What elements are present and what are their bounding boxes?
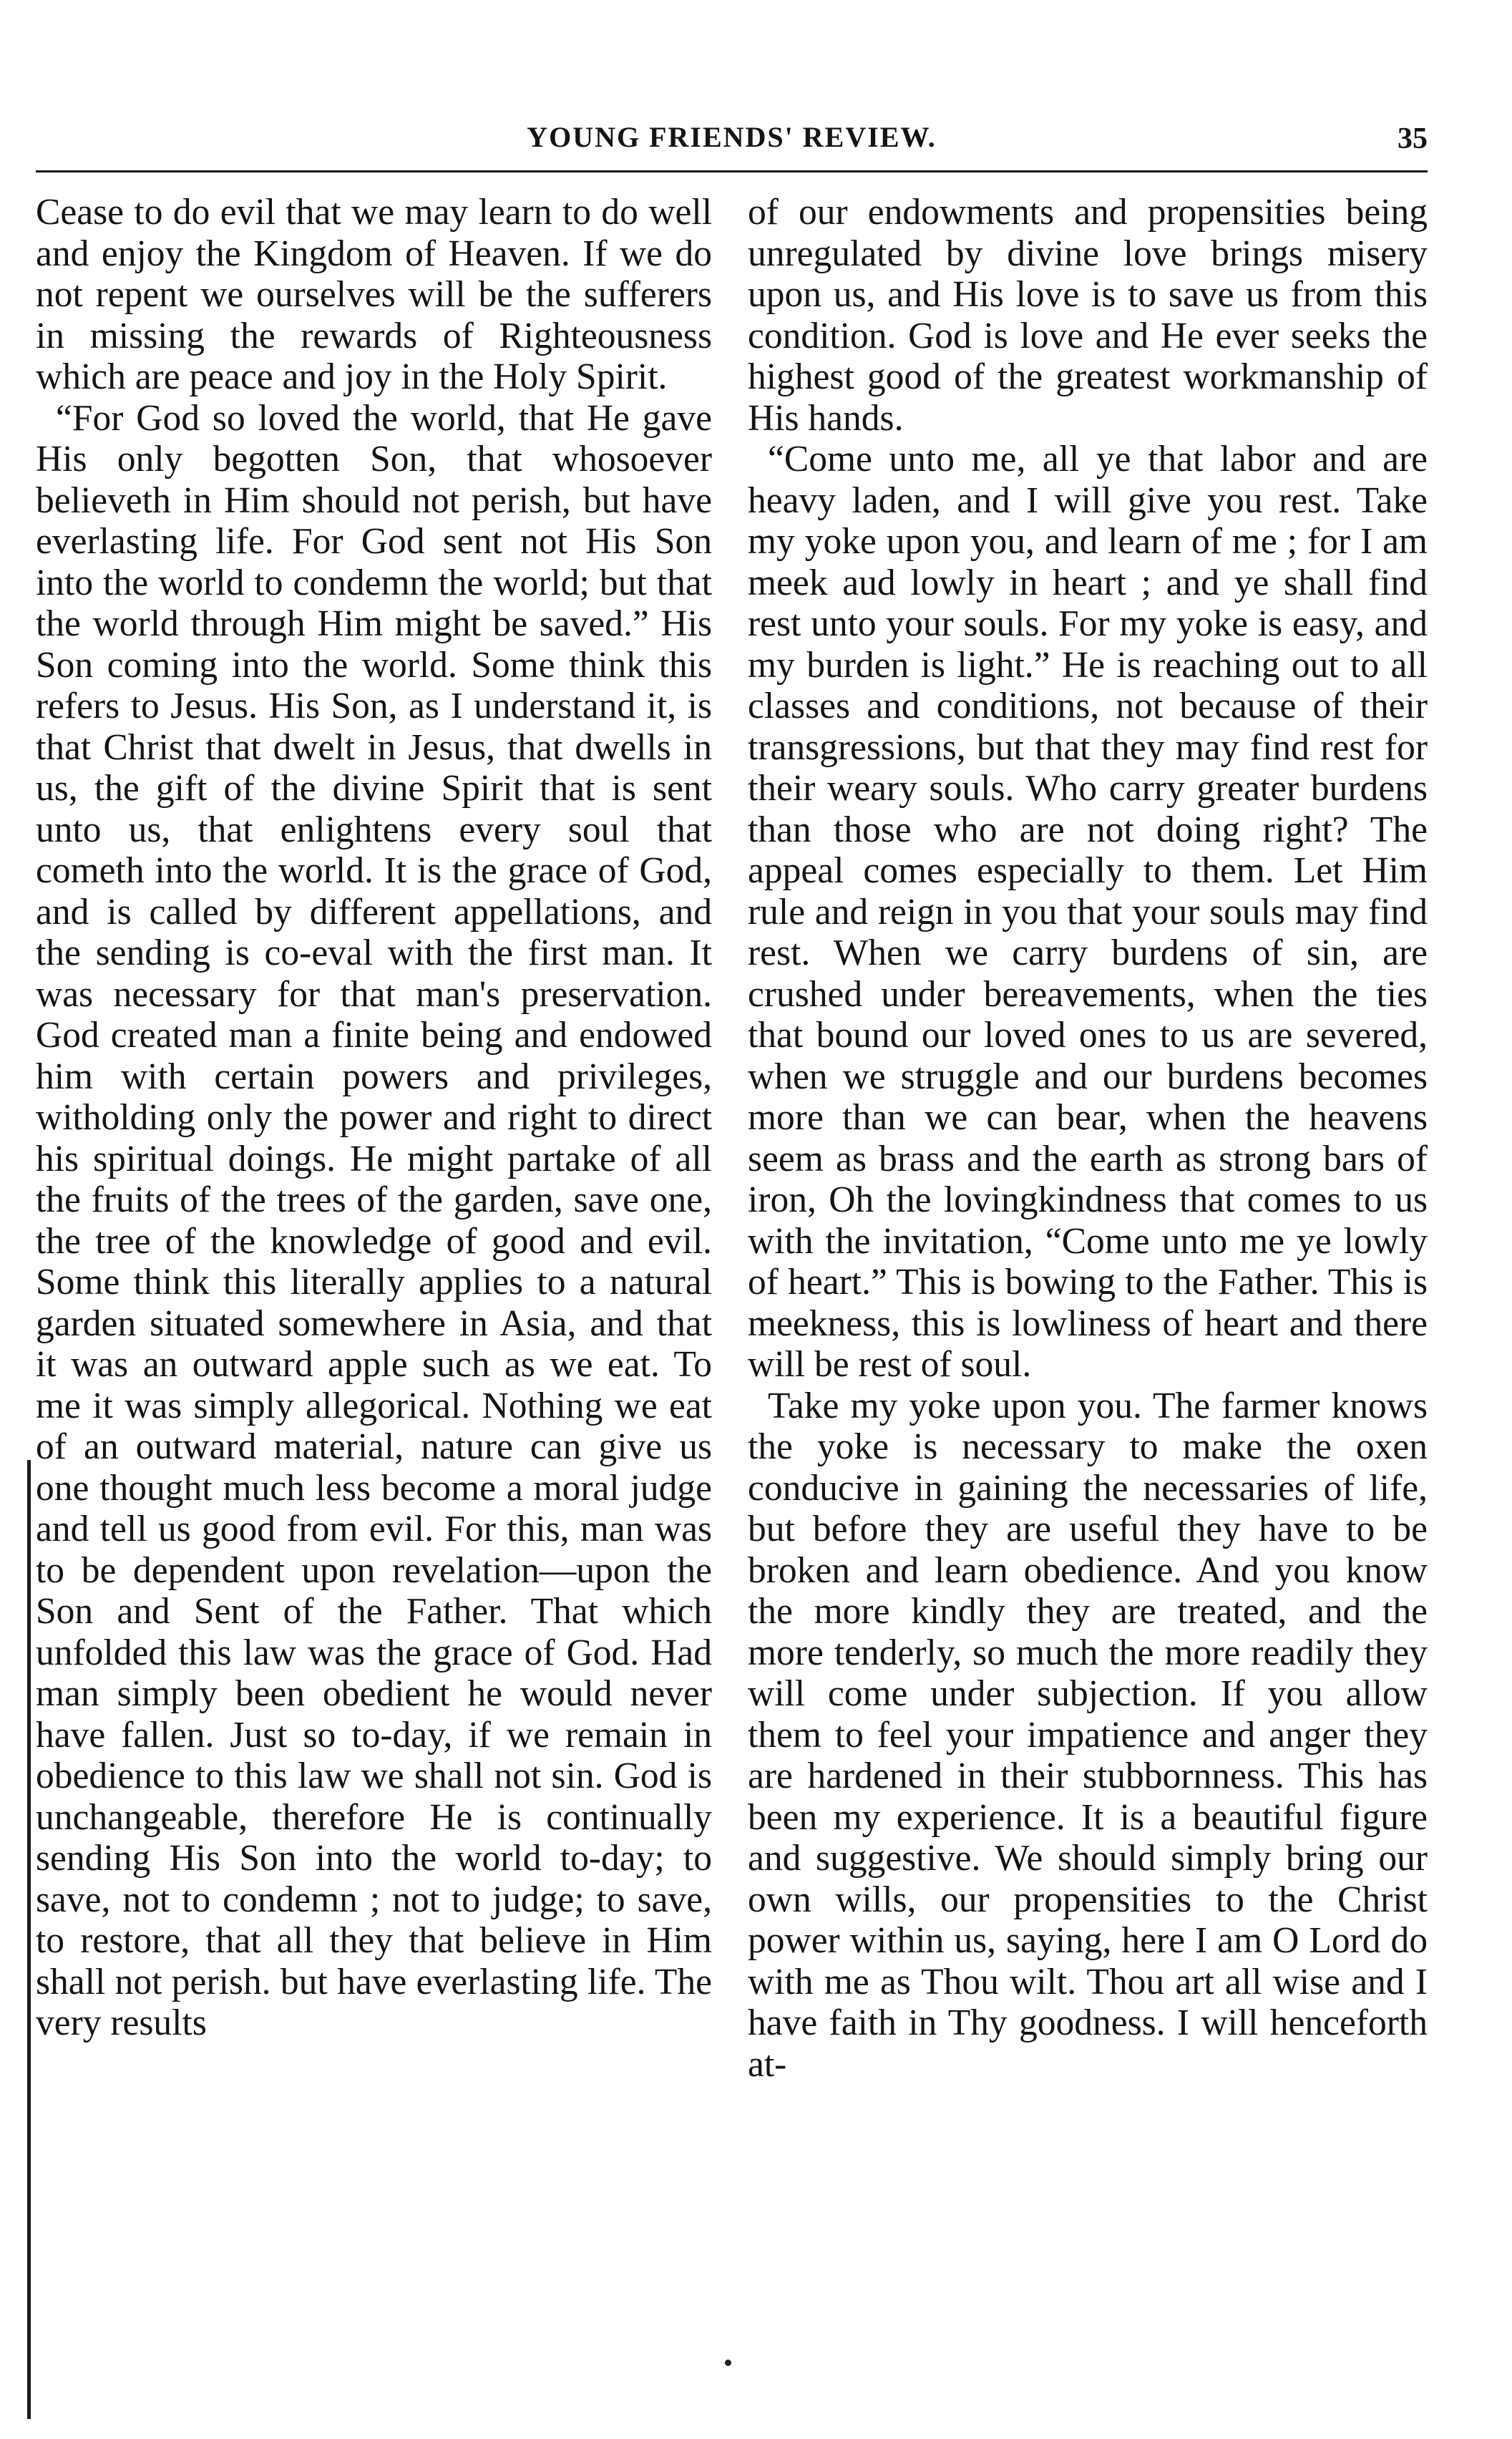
paragraph: Take my yoke upon you. The farmer knows the yoke is necessary to make the oxen conducive in gaining the necessaries of life, but before they are useful they have to be broken and learn obedience. And you know the more kindly they are treated, and the more tenderly, so much the more readily they will come under subjection. If you allow them to feel your impatience and anger they are hardened in their stubbornness. This has been my experience. It is a beautiful figure and suggestive. We should simply bring our own wills, our propensities to the Christ power within us, saying, here I am O Lord do with me as Thou wilt. Thou art all wise and I have faith in Thy goodness. I will henceforth at-	[748, 1385, 1428, 2085]
binding-edge-line	[27, 1460, 31, 2419]
paragraph: Cease to do evil that we may learn to do well and enjoy the Kingdom of Heaven. If we do not repent we ourselves will be the sufferers in missing the rewards of Righteousness which are peace and joy in the Holy Spirit.	[36, 192, 712, 397]
paragraph: of our endowments and propensities being unregulated by divine love brings misery upon us, and His love is to save us from this condition. God is love and He ever seeks the highest good of the greatest workmanship of His hands.	[748, 192, 1428, 439]
running-title: YOUNG FRIENDS' REVIEW.	[527, 121, 937, 153]
page-number: 35	[1398, 122, 1428, 155]
page-header	[36, 120, 1428, 167]
paragraph: “Come unto me, all ye that labor and are heavy laden, and I will give you rest. Take my yoke upon you, and learn of me ; for I am meek aud lowly in heart ; and ye shall find rest unto your souls. For my yoke is easy, and my burden is light.” He is reaching out to all classes and conditions, not because of their transgressions, but that they may find rest for their weary souls. Who carry greater burdens than those who are not doing right? The appeal comes especially to them. Let Him rule and reign in you that your souls may find rest. When we carry burdens of sin, are crushed under bereavements, when the ties that bound our loved ones to us are severed, when we struggle and our burdens becomes more than we can bear, when the heavens seem as brass and the earth as strong bars of iron, Oh the lovingkindness that comes to us with the invitation, “Come unto me ye lowly of heart.” This is bowing to the Father. This is meekness, this is lowliness of heart and there will be rest of soul.	[748, 439, 1428, 1385]
paragraph: “For God so loved the world, that He gave His only begotten Son, that whosoever believeth in Him should not perish, but have everlasting life. For God sent not His Son into the world to condemn the world; but that the world through Him might be saved.” His Son coming into the world. Some think this refers to Jesus. His Son, as I understand it, is that Christ that dwelt in Jesus, that dwells in us, the gift of the divine Spirit that is sent unto us, that enlightens every soul that cometh into the world. It is the grace of God, and is called by different appellations, and the sending is co-eval with the first man. It was necessary for that man's preservation. God created man a finite being and endowed him with certain powers and privileges, witholding only the power and right to direct his spiritual doings. He might partake of all the fruits of the trees of the garden, save one, the tree of the knowledge of good and evil. Some think this literally applies to a natural garden situated somewhere in Asia, and that it was an outward apple such as we eat. To me it was simply allegorical. Nothing we eat of an outward material, nature can give us one thought much less become a moral judge and tell us good from evil. For this, man was to be dependent upon revelation—upon the Son and Sent of the Father. That which unfolded this law was the grace of God. Had man simply been obedient he would never have fallen. Just so to-day, if we remain in obedience to this law we shall not sin. God is unchangeable, therefore He is continually sending His Son into the world to-day; to save, not to condemn ; not to judge; to save, to restore, that all they that believe in Him shall not perish. but have everlasting life. The very results	[36, 397, 712, 2043]
header-rule	[36, 170, 1428, 172]
print-speck	[725, 2360, 731, 2366]
right-column	[748, 192, 1428, 2085]
left-column	[36, 192, 712, 2044]
